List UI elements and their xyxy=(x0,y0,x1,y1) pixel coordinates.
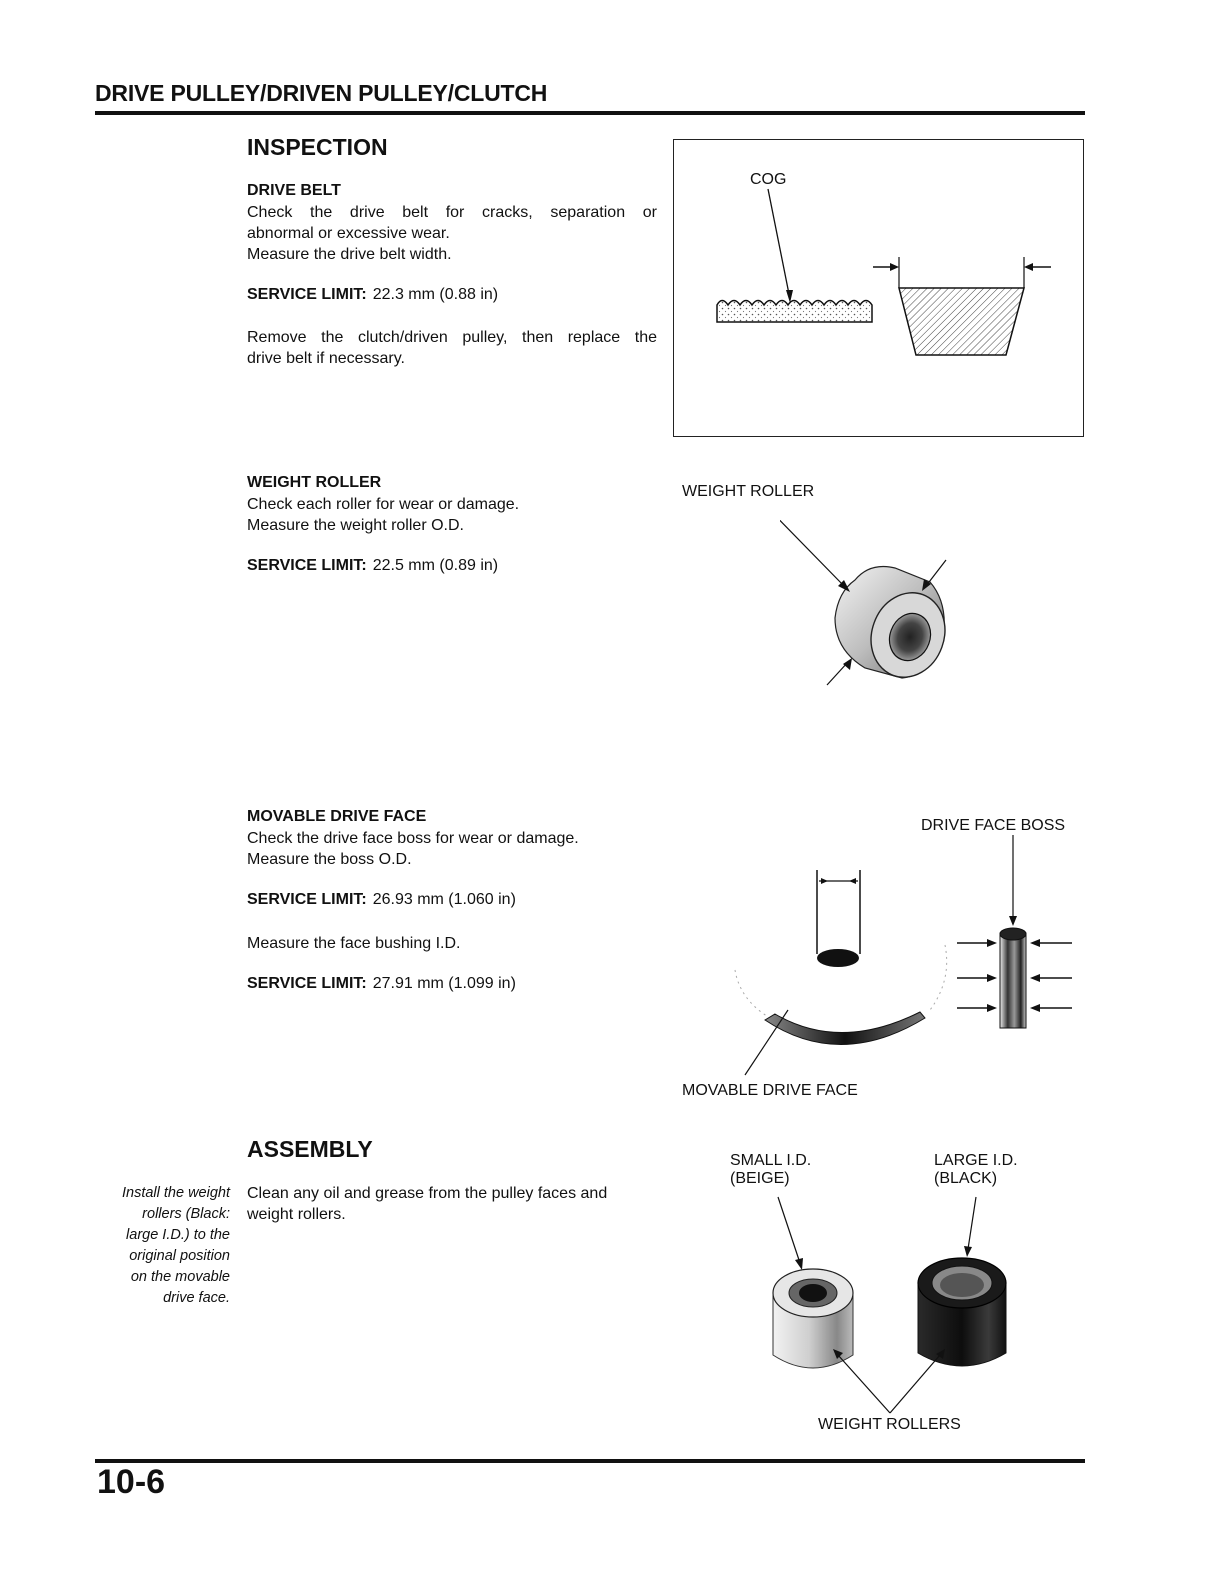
side-note-line-4: original position xyxy=(129,1248,230,1264)
large-id-line-1: LARGE I.D. xyxy=(934,1152,1018,1169)
drive-belt-heading: DRIVE BELT xyxy=(247,182,341,199)
bushing-note: Measure the face bushing I.D. xyxy=(247,935,461,952)
drive-face-boss xyxy=(1000,933,1026,1028)
movable-drive-face-label: MOVABLE DRIVE FACE xyxy=(682,1082,858,1099)
boss-service-limit xyxy=(247,891,516,909)
drive-belt-line-2: abnormal or excessive wear. xyxy=(247,225,450,242)
width-arrow-left xyxy=(890,263,899,271)
cog-belt-section xyxy=(717,301,872,323)
movable-drive-face-line-2: Measure the boss O.D. xyxy=(247,851,412,868)
cog-label: COG xyxy=(750,171,787,188)
section-title-assembly: ASSEMBLY xyxy=(247,1136,373,1162)
drive-belt-service-limit xyxy=(247,286,498,304)
weight-roller-drawing xyxy=(780,500,980,700)
weight-roller-label: WEIGHT ROLLER xyxy=(682,483,815,500)
footer-rule xyxy=(95,1459,1085,1463)
large-id-label xyxy=(934,1152,1018,1188)
page-number: 10-6 xyxy=(97,1463,166,1501)
bushing-bore xyxy=(817,949,859,967)
drive-belt-text xyxy=(247,202,657,265)
drive-belt-drawing xyxy=(673,139,1084,437)
assembly-line-2: weight rollers. xyxy=(247,1206,346,1223)
weight-roller-text xyxy=(247,494,519,536)
service-limit-label: SERVICE LIMIT: xyxy=(247,975,367,992)
service-limit-label: SERVICE LIMIT: xyxy=(247,286,367,303)
side-note-line-3: large I.D.) to the xyxy=(126,1227,230,1243)
width-arrow-right xyxy=(1024,263,1033,271)
belt-cross-section xyxy=(899,288,1024,355)
drive-face-rim xyxy=(765,1012,925,1045)
weight-rollers-drawing xyxy=(740,1185,1040,1420)
drive-face-boss-label: DRIVE FACE BOSS xyxy=(921,817,1066,834)
service-limit-value: 22.5 mm (0.89 in) xyxy=(372,557,499,574)
movable-drive-face-drawing xyxy=(720,830,1090,1080)
weight-roller-line-2: Measure the weight roller O.D. xyxy=(247,517,464,534)
drive-belt-line-3: Measure the drive belt width. xyxy=(247,246,452,263)
side-note-line-5: on the movable xyxy=(130,1269,230,1285)
drive-belt-note-line-1: Remove the clutch/driven pulley, then replace the xyxy=(247,329,657,346)
header-rule xyxy=(95,111,1085,115)
cog-leader xyxy=(768,189,790,299)
weight-roller-service-limit xyxy=(247,557,498,575)
assembly-text xyxy=(247,1183,607,1225)
small-id-line-1: SMALL I.D. xyxy=(730,1152,812,1169)
bushing-service-limit xyxy=(247,975,516,993)
section-title-inspection: INSPECTION xyxy=(247,134,388,160)
weight-roller-line-1: Check each roller for wear or damage. xyxy=(247,496,520,513)
drive-belt-note xyxy=(247,327,657,369)
side-note-line-1: Install the weight xyxy=(121,1185,230,1201)
movable-drive-face-text xyxy=(247,828,579,870)
large-id-line-2: (BLACK) xyxy=(934,1170,998,1187)
service-limit-label: SERVICE LIMIT: xyxy=(247,891,367,908)
assembly-line-1: Clean any oil and grease from the pulley faces and xyxy=(247,1185,608,1202)
assembly-side-note xyxy=(96,1183,230,1309)
service-limit-value: 22.3 mm (0.88 in) xyxy=(372,286,499,303)
side-note-line-6: drive face. xyxy=(163,1290,230,1306)
small-id-line-2: (BEIGE) xyxy=(730,1170,790,1187)
page-header: DRIVE PULLEY/DRIVEN PULLEY/CLUTCH xyxy=(95,80,548,106)
small-id-label xyxy=(730,1152,811,1188)
drive-belt-note-line-2: drive belt if necessary. xyxy=(247,350,405,367)
drive-belt-line-1: Check the drive belt for cracks, separation or xyxy=(247,204,657,221)
side-note-line-2: rollers (Black: xyxy=(142,1206,230,1222)
service-limit-label: SERVICE LIMIT: xyxy=(247,557,367,574)
large-id-roller xyxy=(918,1258,1006,1366)
weight-rollers-label: WEIGHT ROLLERS xyxy=(818,1416,961,1433)
movable-drive-face-line-1: Check the drive face boss for wear or damage. xyxy=(247,830,579,847)
service-limit-value: 27.91 mm (1.099 in) xyxy=(372,975,516,992)
weight-roller-heading: WEIGHT ROLLER xyxy=(247,474,382,491)
service-limit-value: 26.93 mm (1.060 in) xyxy=(372,891,516,908)
movable-drive-face-heading: MOVABLE DRIVE FACE xyxy=(247,808,427,825)
